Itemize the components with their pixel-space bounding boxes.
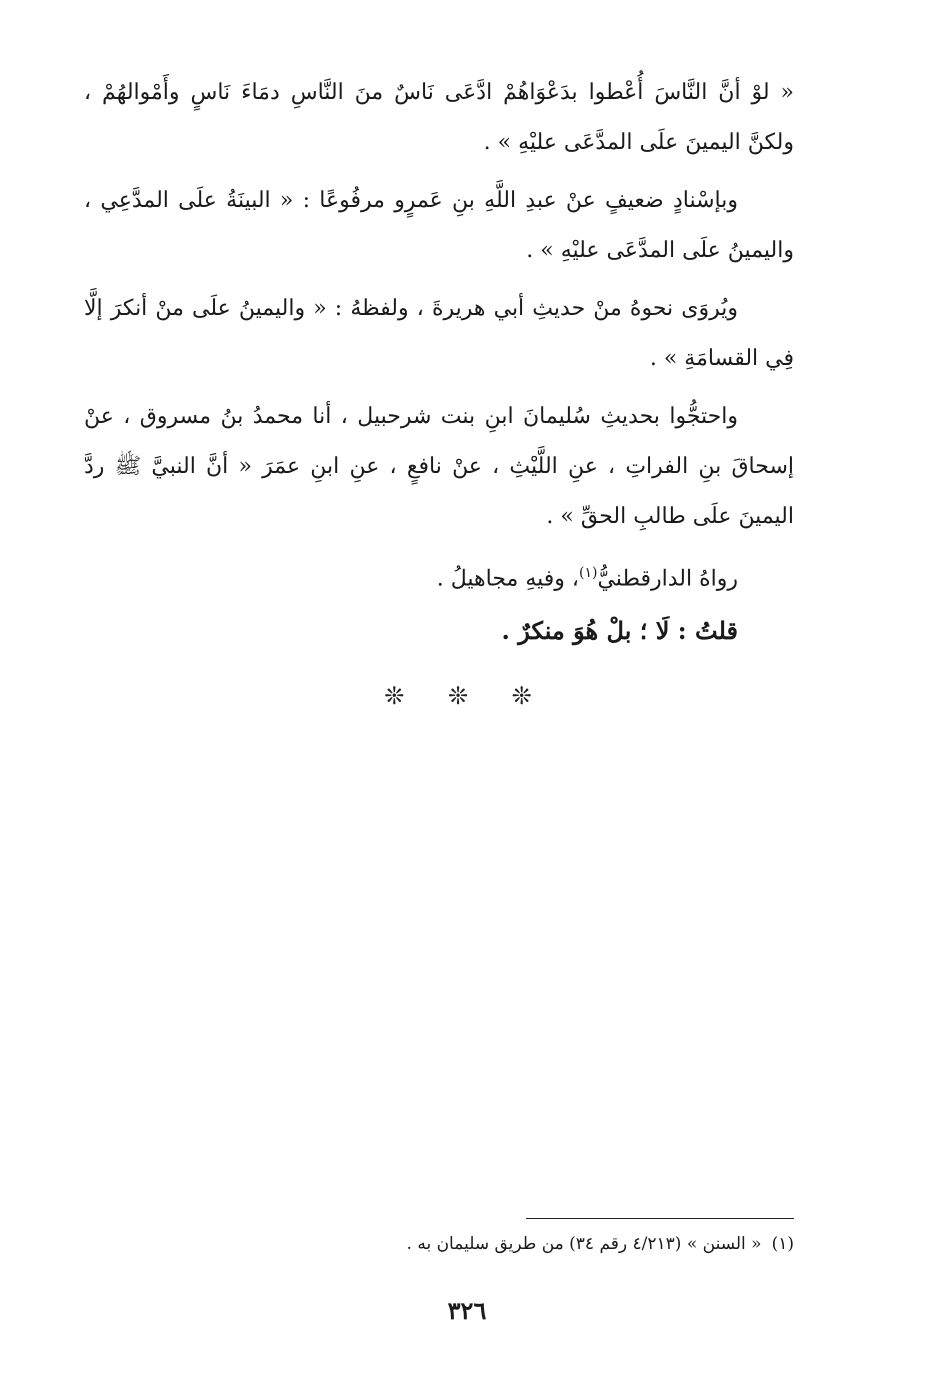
daraqutni-text: رواهُ الدارقطنيُّ (597, 566, 738, 592)
page-number: ٣٢٦ (447, 1296, 487, 1325)
paragraph-argument: واحتجُّوا بحديثِ سُليمانَ ابنِ بنت شرحبيل ، أنا محمدُ بنُ مسروق ، عنْ إسحاقَ بنِ الفراتِ ، عنِ اللَّيْثِ ، عنْ نافعٍ ، عنِ ابنِ عمَرَ « أنَّ النبيَّ ﷺ ردَّ اليمينَ علَى طالبِ الحقِّ » . (84, 404, 794, 529)
footnote-separator (526, 1218, 794, 1219)
footnote-reference: (١) (579, 565, 598, 581)
paragraph-daraqutni (437, 548, 794, 604)
section-divider-stars: ❊ ❊ ❊ (384, 682, 550, 710)
daraqutni-remark: ، وفيهِ مجاهيلُ . (436, 566, 579, 592)
paragraph-weak-chain: وبإسْنادٍ ضعيفٍ عنْ عبدِ اللَّهِ بنِ عَمرٍو مرفُوعًا : « البينَةُ علَى المدَّعِي ، واليمينُ علَى المدَّعَى عليْهِ » . (84, 188, 794, 263)
paragraph-abu-hurayrah: ويُروَى نحوهُ منْ حديثِ أبي هريرةَ ، ولفظهُ : « واليمينُ علَى منْ أنكرَ إلَّا فِي القسامَةِ » . (84, 296, 794, 371)
footnote-number: (١) (771, 1234, 794, 1254)
paragraph-hadith-claims: « لوْ أنَّ النَّاسَ أُعْطوا بدَعْوَاهُمْ ادَّعَى نَاسٌ منَ النَّاسِ دمَاءَ نَاسٍ وأَمْوالهُمْ ، ولكنَّ اليمينَ علَى المدَّعَى عليْهِ » . (84, 80, 794, 155)
footnote-text: « السنن » (٤/٢١٣ رقم ٣٤) من طريق سليمان به . (406, 1234, 762, 1254)
paragraph-verdict: قلتُ : لَا ؛ بلْ هُوَ منكرٌ . (501, 616, 738, 645)
footnote (407, 1228, 794, 1260)
